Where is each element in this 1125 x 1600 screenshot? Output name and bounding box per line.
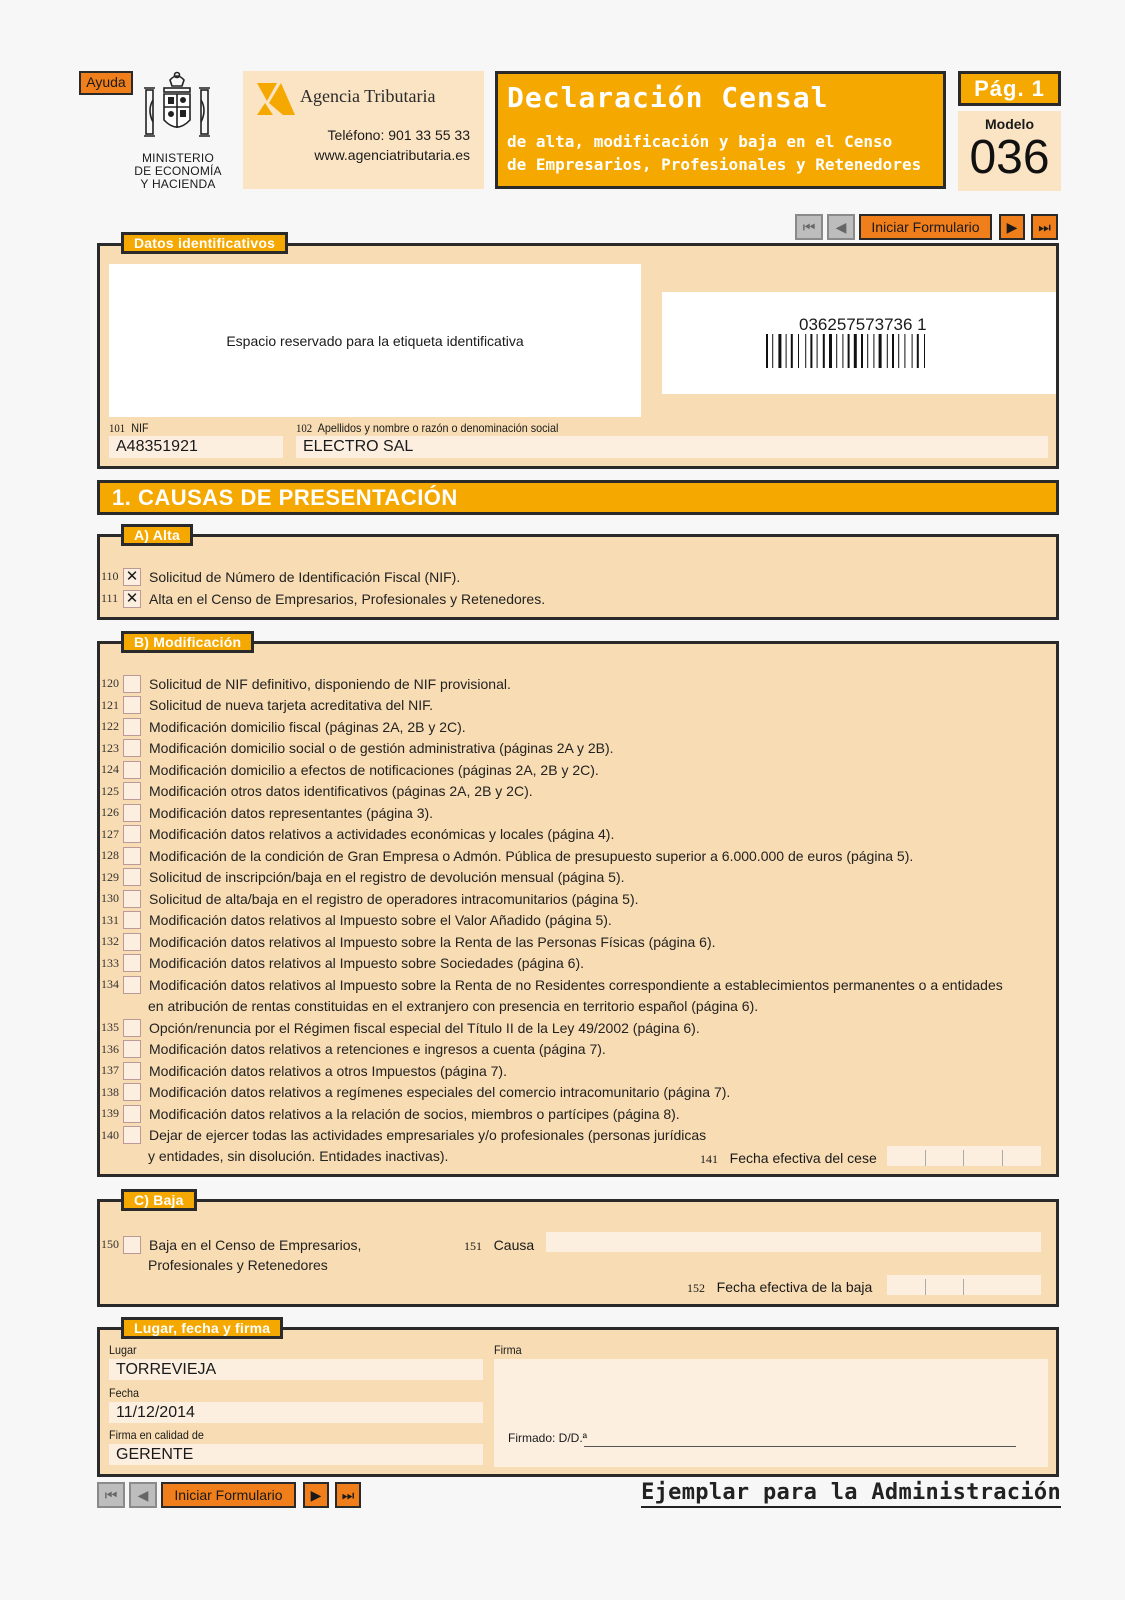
row-number: 127 [101, 826, 119, 841]
row-number: 150 [101, 1237, 119, 1251]
checkbox-129[interactable] [123, 868, 141, 886]
row-number: 139 [101, 1106, 119, 1120]
identification-tag: Datos identificativos [121, 232, 288, 254]
alta-tag: A) Alta [121, 524, 193, 546]
row-number: 136 [101, 1041, 119, 1056]
row-label: Modificación de la condición de Gran Empresa o Admón. Pública de presupuesto superior a 6.000.000 de euros (página 5). [149, 847, 914, 864]
ministry-line: MINISTERIO [141, 151, 214, 165]
barcode-number: 036257573736 1 [799, 315, 927, 334]
checkbox-134[interactable] [123, 976, 141, 994]
checkbox-139[interactable] [123, 1105, 141, 1123]
nif-label-number: 101 [109, 421, 126, 435]
checkbox-row [101, 1060, 507, 1081]
next-page-button[interactable]: ▶ [303, 1482, 329, 1508]
checkbox-136[interactable] [123, 1040, 141, 1058]
row-label: Opción/renuncia por el Régimen fiscal especial del Título II de la Ley 49/2002 (página 6). [149, 1019, 700, 1036]
row-label: Modificación datos relativos al Impuesto sobre Sociedades (página 6). [149, 955, 585, 971]
form-title-box [495, 71, 946, 189]
row-label: Modificación datos representantes (página 3). [149, 804, 434, 821]
nif-label-text: NIF [131, 421, 149, 435]
ministry-line: Y HACIENDA [140, 177, 216, 191]
checkbox-row [101, 974, 1003, 995]
form-subtitle-line: de alta, modificación y baja en el Censo [507, 132, 893, 151]
checkbox-138[interactable] [123, 1083, 141, 1101]
checkbox-111[interactable]: ✕ [123, 590, 141, 608]
checkbox-row [101, 1234, 361, 1255]
cese-number: 141 [700, 1152, 718, 1166]
coat-of-arms-icon [142, 70, 212, 150]
ministry-name [118, 152, 238, 191]
form-title: Declaración Censal [507, 81, 829, 114]
row-number: 135 [101, 1020, 119, 1034]
capacity-label: Firma en calidad de [109, 1428, 204, 1442]
row-label: Dejar de ejercer todas las actividades empresariales y/o profesionales (personas jurídicas [149, 1127, 707, 1143]
row-label: Modificación datos relativos a otros Impuestos (página 7). [149, 1062, 507, 1079]
checkbox-row [101, 1103, 680, 1124]
checkbox-row [101, 888, 639, 909]
next-page-button[interactable]: ▶ [999, 214, 1025, 240]
signature-field[interactable] [494, 1359, 1048, 1467]
baja-date-label [687, 1279, 872, 1296]
barcode-icon [766, 334, 966, 368]
checkbox-row [101, 824, 614, 845]
checkbox-row [101, 802, 433, 823]
row-number: 126 [101, 805, 119, 819]
agency-phone: Teléfono: 901 33 55 33 [327, 127, 470, 143]
name-field[interactable]: ELECTRO SAL [296, 436, 1048, 458]
row-label: Modificación datos relativos al Impuesto sobre la Renta de no Residentes correspondiente a establecimientos permanentes o a entidades [149, 976, 1003, 993]
row-label: Baja en el Censo de Empresarios, [149, 1236, 362, 1253]
checkbox-137[interactable] [123, 1062, 141, 1080]
checkbox-row [101, 781, 533, 802]
row-label-continuation: Profesionales y Retenedores [148, 1257, 328, 1273]
last-page-button[interactable]: ⏭ [1031, 214, 1058, 240]
checkbox-150[interactable] [123, 1236, 141, 1254]
checkbox-126[interactable] [123, 804, 141, 822]
checkbox-131[interactable] [123, 911, 141, 929]
row-label: Modificación datos relativos a actividades económicas y locales (página 4). [149, 826, 615, 842]
row-number: 120 [101, 676, 119, 690]
row-label: Modificación domicilio fiscal (páginas 2A, 2B y 2C). [149, 718, 466, 735]
signed-by-label: Firmado: D/D.ª [508, 1431, 588, 1445]
checkbox-row [101, 931, 716, 952]
name-label-number: 102 [296, 421, 313, 435]
row-number: 132 [101, 934, 119, 948]
model-box [958, 111, 1061, 191]
causa-number: 151 [464, 1239, 482, 1253]
checkbox-127[interactable] [123, 825, 141, 843]
checkbox-132[interactable] [123, 933, 141, 951]
signature-label: Firma [494, 1343, 522, 1357]
agency-website: www.agenciatributaria.es [314, 147, 470, 163]
checkbox-row [101, 1039, 606, 1060]
row-label: Modificación datos relativos al Impuesto sobre el Valor Añadido (página 5). [149, 912, 612, 928]
checkbox-123[interactable] [123, 739, 141, 757]
form-subtitle-line: de Empresarios, Profesionales y Retenedores [507, 155, 922, 174]
checkbox-135[interactable] [123, 1019, 141, 1037]
row-number: 140 [101, 1127, 119, 1142]
nif-label [109, 421, 149, 436]
previous-page-button[interactable]: ◀ [827, 214, 855, 240]
capacity-field[interactable]: GERENTE [109, 1444, 483, 1465]
checkbox-row [101, 1082, 730, 1103]
checkbox-row [101, 845, 913, 866]
cese-date-field[interactable] [887, 1146, 1041, 1166]
form-subtitle [507, 130, 921, 176]
row-label: Solicitud de alta/baja en el registro de operadores intracomunitarios (página 5). [149, 890, 639, 907]
checkbox-row [101, 953, 584, 974]
name-label [296, 421, 558, 436]
checkbox-row [101, 566, 460, 587]
copy-designation: Ejemplar para la Administración [641, 1480, 1061, 1508]
row-number: 133 [101, 955, 119, 970]
checkbox-row [101, 695, 433, 716]
row-label: Solicitud de nueva tarjeta acreditativa del NIF. [149, 697, 434, 713]
checkbox-row [101, 910, 612, 931]
row-number: 134 [101, 977, 119, 991]
checkbox-row [101, 759, 599, 780]
last-page-button[interactable]: ⏭ [335, 1482, 361, 1508]
checkbox-128[interactable] [123, 847, 141, 865]
signature-tag: Lugar, fecha y firma [121, 1317, 283, 1339]
agency-box [243, 71, 484, 189]
row-number: 131 [101, 912, 119, 927]
checkbox-row [101, 738, 614, 759]
checkbox-140[interactable] [123, 1126, 141, 1144]
row-number: 121 [101, 697, 119, 712]
row-label: Modificación domicilio social o de gestión administrativa (páginas 2A y 2B). [149, 740, 614, 756]
causa-label [464, 1237, 534, 1254]
start-form-button[interactable]: Iniciar Formulario [859, 214, 992, 240]
row-number: 123 [101, 740, 119, 755]
row-number: 122 [101, 719, 119, 733]
checkbox-121[interactable] [123, 696, 141, 714]
row-number: 125 [101, 783, 119, 798]
nif-field[interactable]: A48351921 [109, 436, 283, 458]
row-number: 138 [101, 1084, 119, 1099]
model-number: 036 [969, 131, 1050, 184]
ministry-line: DE ECONOMÍA [134, 164, 222, 178]
start-form-button[interactable]: Iniciar Formulario [161, 1482, 296, 1508]
row-label-continuation: en atribución de rentas constituidas en el extranjero con presencia en territorio español (página 6). [148, 997, 759, 1014]
checkbox-122[interactable] [123, 718, 141, 736]
checkbox-row [101, 1017, 700, 1038]
cese-label-text: Fecha efectiva del cese [729, 1150, 877, 1166]
first-page-button[interactable]: ⏮ [97, 1482, 125, 1508]
row-number: 130 [101, 891, 119, 905]
checkbox-row [101, 867, 625, 888]
checkbox-row [101, 716, 466, 737]
agency-name: Agencia Tributaria [300, 86, 436, 106]
row-label: Modificación datos relativos a retenciones e ingresos a cuenta (página 7). [149, 1041, 606, 1057]
row-number: 128 [101, 848, 119, 862]
row-number: 110 [101, 569, 119, 583]
checkbox-120[interactable] [123, 675, 141, 693]
row-number: 111 [101, 591, 119, 605]
label-space-text: Espacio reservado para la etiqueta identificativa [226, 332, 524, 349]
baja-tag: C) Baja [121, 1189, 197, 1211]
causes-section-title: 1. CAUSAS DE PRESENTACIÓN [97, 480, 1059, 515]
row-label: Solicitud de inscripción/baja en el registro de devolución mensual (página 5). [149, 869, 625, 885]
place-field[interactable]: TORREVIEJA [109, 1359, 483, 1380]
row-number: 124 [101, 762, 119, 776]
checkbox-row [101, 588, 545, 609]
cese-date-label [700, 1150, 877, 1167]
first-page-button[interactable]: ⏮ [795, 214, 823, 240]
checkbox-133[interactable] [123, 954, 141, 972]
help-button[interactable]: Ayuda [79, 71, 133, 95]
row-number: 129 [101, 869, 119, 884]
signature-line [584, 1446, 1016, 1447]
place-label: Lugar [109, 1343, 137, 1357]
row-label: Modificación datos relativos al Impuesto sobre la Renta de las Personas Físicas (página 6). [149, 933, 716, 950]
row-label: Solicitud de Número de Identificación Fiscal (NIF). [149, 568, 461, 585]
name-label-text: Apellidos y nombre o razón o denominación social [317, 421, 559, 435]
checkbox-row [101, 1125, 706, 1146]
model-label: Modelo [985, 116, 1034, 132]
row-label-continuation: y entidades, sin disolución. Entidades inactivas). [148, 1148, 449, 1164]
checkbox-124[interactable] [123, 761, 141, 779]
row-label: Modificación otros datos identificativos (páginas 2A, 2B y 2C). [149, 783, 533, 799]
checkbox-125[interactable] [123, 782, 141, 800]
row-label: Solicitud de NIF definitivo, disponiendo de NIF provisional. [149, 675, 511, 692]
previous-page-button[interactable]: ◀ [129, 1482, 157, 1508]
barcode-box [662, 292, 1056, 394]
baja-date-field[interactable] [887, 1275, 1041, 1295]
row-label: Modificación datos relativos a regímenes especiales del comercio intracomunitario (página 7). [149, 1084, 731, 1100]
label-space [109, 264, 641, 417]
causa-field[interactable] [546, 1232, 1041, 1252]
modificacion-tag: B) Modificación [121, 631, 254, 653]
checkbox-130[interactable] [123, 890, 141, 908]
agency-logo-icon [253, 79, 299, 119]
baja-date-number: 152 [687, 1281, 705, 1295]
causa-label-text: Causa [493, 1237, 535, 1253]
date-field[interactable]: 11/12/2014 [109, 1402, 483, 1423]
row-label: Modificación datos relativos a la relación de socios, miembros o partícipes (página 8). [149, 1105, 680, 1122]
checkbox-110[interactable]: ✕ [123, 568, 141, 586]
checkbox-row [101, 673, 511, 694]
date-label: Fecha [109, 1386, 140, 1400]
row-number: 137 [101, 1063, 119, 1077]
row-label: Alta en el Censo de Empresarios, Profesionales y Retenedores. [149, 590, 546, 607]
page-number: Pág. 1 [958, 71, 1061, 106]
row-label: Modificación domicilio a efectos de notificaciones (páginas 2A, 2B y 2C). [149, 761, 599, 778]
baja-date-label-text: Fecha efectiva de la baja [716, 1279, 873, 1295]
